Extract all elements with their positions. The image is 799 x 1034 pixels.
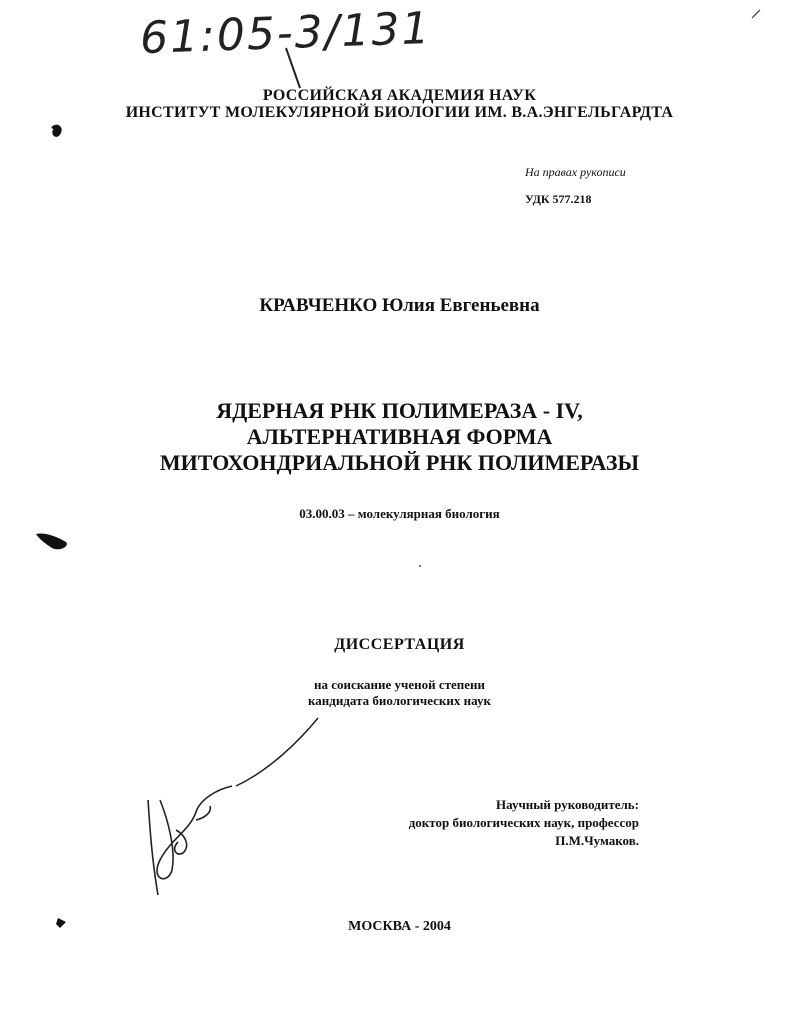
degree-line-2: кандидата биологических наук: [308, 693, 491, 708]
title-line-1: ЯДЕРНАЯ РНК ПОЛИМЕРАЗА - IV,: [216, 398, 583, 423]
signature-scribble: [148, 786, 232, 895]
organization-name: РОССИЙСКАЯ АКАДЕМИЯ НАУК: [262, 87, 537, 104]
udk-code: УДК 577.218: [525, 192, 592, 206]
supervisor-name: П.М.Чумаков.: [555, 833, 639, 848]
hole-punch-mark-3: [56, 918, 66, 928]
handwritten-archive-number: 61:05-3/131: [139, 2, 433, 65]
handwritten-slash-mark: [286, 48, 300, 88]
rights-note: На правах рукописи: [525, 165, 626, 179]
signature-line: [236, 718, 318, 786]
title-line-2: АЛЬТЕРНАТИВНАЯ ФОРМА: [246, 424, 553, 449]
specialty-code: 03.00.03 – молекулярная биология: [299, 506, 500, 521]
supervisor-label: Научный руководитель:: [496, 797, 639, 812]
degree-line-1: на соискание ученой степени: [313, 677, 486, 692]
city-year: МОСКВА - 2004: [348, 919, 451, 934]
document-kind: ДИССЕРТАЦИЯ: [334, 636, 465, 653]
hole-punch-mark-2: [36, 533, 67, 549]
corner-mark: [752, 10, 760, 18]
supervisor-title: доктор биологических наук, профессор: [408, 815, 639, 830]
scan-dot: [419, 565, 421, 567]
title-line-3: МИТОХОНДРИАЛЬНОЙ РНК ПОЛИМЕРАЗЫ: [159, 450, 640, 475]
institute-name: ИНСТИТУТ МОЛЕКУЛЯРНОЙ БИОЛОГИИ ИМ. В.А.ЭНГЕЛЬГАРДТА: [125, 104, 674, 121]
hole-punch-mark-1: [52, 126, 60, 136]
author-name: КРАВЧЕНКО Юлия Евгеньевна: [259, 295, 540, 316]
